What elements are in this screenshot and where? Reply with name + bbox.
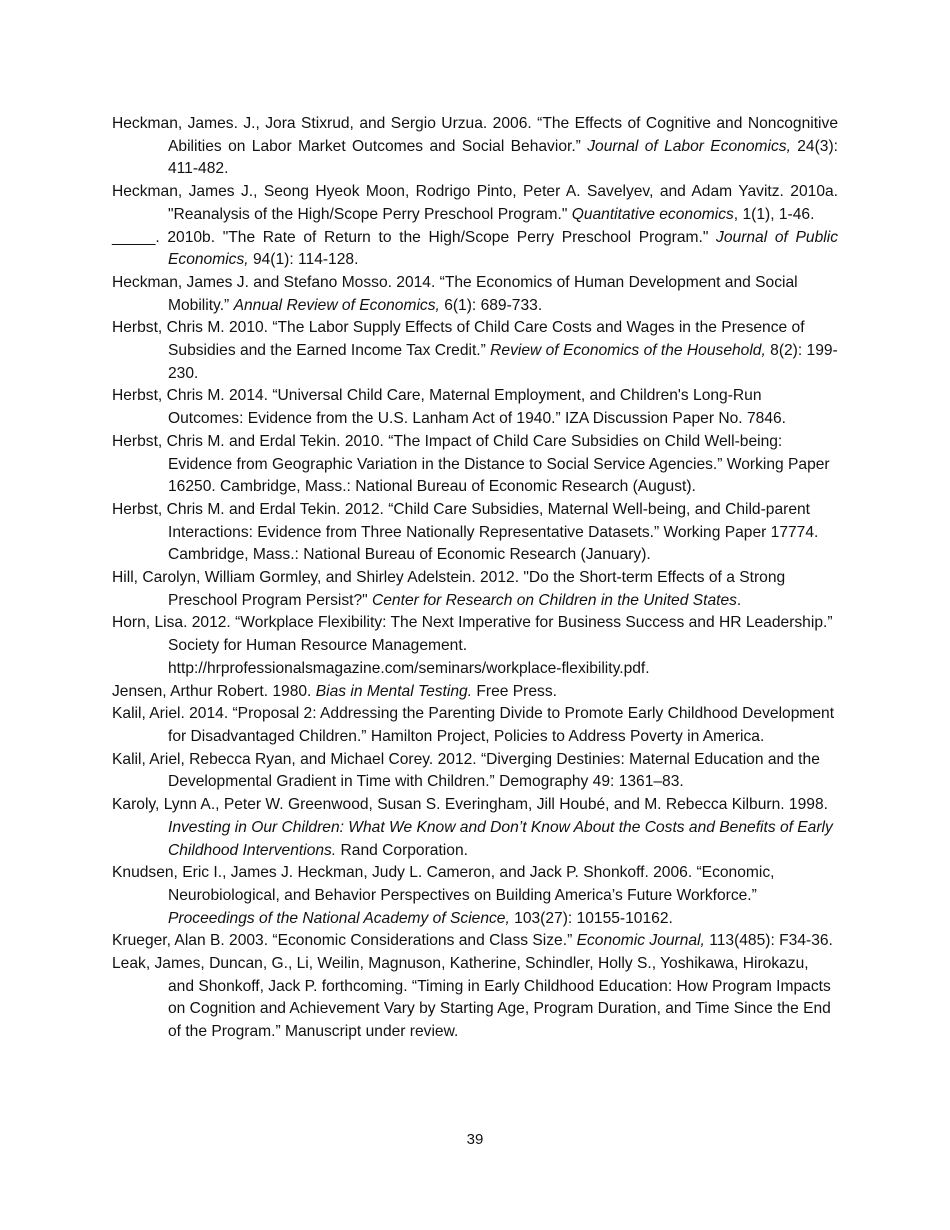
reference-italic-title: Journal of Labor Economics, [587, 137, 791, 155]
reference-list [112, 113, 838, 1044]
reference-text: Kalil, Ariel, Rebecca Ryan, and Michael Corey. 2012. “Diverging Destinies: Maternal Education and the Developmental Gradient in Time with Children.” Demography 49: 1361–83. [112, 750, 820, 791]
reference-entry-heckman-mosso-2014 [112, 272, 838, 317]
reference-text: Herbst, Chris M. and Erdal Tekin. 2012. “Child Care Subsidies, Maternal Well-being, and Child-parent Interactions: Evidence from Three Nationally Representative Datasets.” Working Paper 17774. Cambridge, Mass.: National Bureau of Economic Research (January). [112, 500, 819, 564]
reference-text: Knudsen, Eric I., James J. Heckman, Judy L. Cameron, and Jack P. Shonkoff. 2006. “Economic, Neurobiological, and Behavior Perspectives on Building America’s Future Workforce.” [112, 864, 775, 904]
reference-entry-kalil-2014 [112, 703, 838, 748]
reference-italic-title: Quantitative economics [571, 205, 734, 223]
reference-entry-knudsen-2006 [112, 862, 838, 930]
reference-entry-leak-forthcoming [112, 953, 838, 1044]
reference-text: Krueger, Alan B. 2003. “Economic Considerations and Class Size.” [112, 932, 577, 950]
page-number: 39 [466, 1131, 484, 1148]
reference-text: 6(1): 689-733. [439, 296, 543, 314]
reference-entry-herbst-tekin-2010 [112, 431, 838, 499]
reference-entry-hill-2012 [112, 567, 838, 612]
reference-text: Kalil, Ariel. 2014. “Proposal 2: Addressing the Parenting Divide to Promote Early Childhood Development for Disadvantaged Children.” Hamilton Project, Policies to Address Poverty in America. [112, 705, 835, 745]
reference-text: 8(2): 199-230. [168, 342, 838, 382]
reference-text: Leak, James, Duncan, G., Li, Weilin, Magnuson, Katherine, Schindler, Holly S., Yoshikawa, Hirokazu, and Shonkoff, Jack P. forthcoming. “Timing in Early Childhood Education: How Program Impacts on Cognition and Achievement Vary by Starting Age, Program Duration, and Time Since the End of the Program.” Manuscript under review. [112, 955, 831, 1041]
reference-text: 113(485): F34-36. [704, 932, 833, 950]
reference-text: 103(27): 10155-10162. [509, 909, 673, 927]
reference-text: . [736, 591, 742, 609]
reference-text: , 1(1), 1-46. [733, 205, 815, 223]
reference-text: Free Press. [472, 682, 557, 700]
reference-text: Herbst, Chris M. 2014. “Universal Child Care, Maternal Employment, and Children's Long-Run Outcomes: Evidence from the U.S. Lanham Act of 1940.” IZA Discussion Paper No. 7846. [112, 387, 786, 428]
reference-text: Jensen, Arthur Robert. 1980. [112, 682, 316, 700]
reference-italic-title: Journal of Public Economics, [168, 228, 838, 269]
reference-entry-kalil-2012 [112, 749, 838, 794]
reference-italic-title: Review of Economics of the Household, [490, 342, 766, 360]
reference-italic-title: Annual Review of Economics, [233, 296, 440, 314]
reference-text: Hill, Carolyn, William Gormley, and Shirley Adelstein. 2012. "Do the Short-term Effects of a Strong Preschool Program Persist?" [112, 569, 786, 609]
reference-entry-horn-2012 [112, 612, 838, 680]
reference-entry-heckman-2006 [112, 113, 838, 181]
reference-italic-title: Economic Journal, [576, 932, 705, 950]
reference-text: Herbst, Chris M. and Erdal Tekin. 2010. “The Impact of Child Care Subsidies on Child Well-being: Evidence from Geographic Variation in the Distance to Social Service Agencies.” Working Paper 16250. Cambridge, Mass.: National Bureau of Economic Research (August). [112, 432, 830, 496]
reference-entry-heckman-2010b [112, 227, 838, 272]
reference-entry-krueger-2003 [112, 930, 838, 953]
reference-entry-heckman-2010a [112, 181, 838, 226]
reference-text: Horn, Lisa. 2012. “Workplace Flexibility: The Next Imperative for Business Success and HR Leadership.” Society for Human Resource Management. http://hrprofessionalsmagazine.com/seminars/workplace-flexibility.pdf. [112, 614, 833, 677]
reference-text: Heckman, James J., Seong Hyeok Moon, Rodrigo Pinto, Peter A. Savelyev, and Adam Yavitz. 2010a. "Reanalysis of the High/Scope Perry Preschool Program." [112, 183, 838, 223]
reference-text: Karoly, Lynn A., Peter W. Greenwood, Susan S. Everingham, Jill Houbé, and M. Rebecca Kilburn. 1998. [112, 796, 828, 814]
reference-text: Rand Corporation. [336, 841, 468, 859]
reference-italic-title: Proceedings of the National Academy of Science, [168, 909, 510, 927]
reference-italic-title: Center for Research on Children in the United States [372, 591, 737, 609]
reference-entry-herbst-2014 [112, 385, 838, 430]
reference-entry-karoly-1998 [112, 794, 838, 862]
reference-text: Herbst, Chris M. 2010. “The Labor Supply Effects of Child Care Costs and Wages in the Presence of Subsidies and the Earned Income Tax Credit.” [112, 319, 805, 360]
reference-entry-herbst-tekin-2012 [112, 499, 838, 567]
reference-entry-jensen-1980 [112, 681, 838, 704]
reference-text: 94(1): 114-128. [248, 251, 359, 269]
reference-italic-title: Investing in Our Children: What We Know and Don’t Know About the Costs and Benefits of Early Childhood Interventions. [168, 818, 833, 859]
reference-text: _____. 2010b. "The Rate of Return to the High/Scope Perry Preschool Program." [112, 228, 717, 246]
reference-entry-herbst-2010 [112, 317, 838, 385]
reference-text: Heckman, James J. and Stefano Mosso. 2014. “The Economics of Human Development and Social Mobility.” [112, 273, 798, 314]
reference-text: 24(3): 411-482. [168, 137, 838, 178]
reference-italic-title: Bias in Mental Testing. [315, 682, 473, 700]
reference-text: Heckman, James. J., Jora Stixrud, and Sergio Urzua. 2006. “The Effects of Cognitive and Noncognitive Abilities on Labor Market Outcomes and Social Behavior.” [112, 115, 838, 155]
